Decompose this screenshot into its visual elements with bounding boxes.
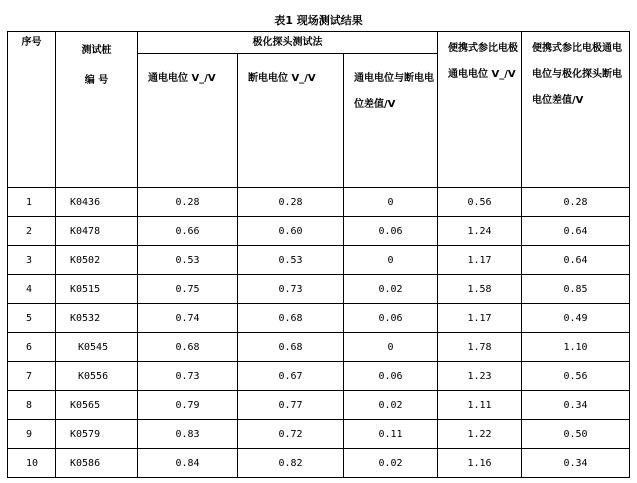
results-table	[7, 31, 630, 478]
cell-on: 0.28	[138, 188, 238, 217]
table-row	[8, 391, 630, 420]
header-pile-line1: 测试桩	[81, 45, 112, 56]
cell-on: 0.84	[138, 449, 238, 478]
cell-portable: 1.17	[438, 246, 522, 275]
header-diff	[344, 54, 438, 188]
cell-off: 0.68	[238, 333, 344, 362]
cell-on: 0.73	[138, 362, 238, 391]
table-caption: 表1 现场测试结果	[274, 14, 363, 27]
cell-portable-diff: 0.64	[522, 246, 630, 275]
cell-diff: 0	[344, 333, 438, 362]
cell-portable: 1.11	[438, 391, 522, 420]
cell-on: 0.79	[138, 391, 238, 420]
cell-pile: K0436	[56, 188, 138, 217]
cell-portable: 1.78	[438, 333, 522, 362]
cell-off: 0.73	[238, 275, 344, 304]
cell-pile: K0545	[56, 333, 138, 362]
cell-diff: 0	[344, 188, 438, 217]
cell-on: 0.68	[138, 333, 238, 362]
cell-on: 0.74	[138, 304, 238, 333]
cell-portable: 1.22	[438, 420, 522, 449]
header-pile	[56, 32, 138, 188]
header-off-potential	[238, 54, 344, 188]
header-portable-diff-label: 便携式参比电极通电电位与极化探头断电电位差值/V	[532, 43, 623, 106]
cell-pile: K0579	[56, 420, 138, 449]
header-probe-method-label: 极化探头测试法	[252, 37, 323, 48]
header-seq-label: 序号	[21, 37, 42, 48]
header-off-potential-label: 断电电位 V_/V	[248, 73, 316, 84]
cell-pile: K0502	[56, 246, 138, 275]
cell-portable-diff: 0.34	[522, 391, 630, 420]
cell-portable-diff: 0.49	[522, 304, 630, 333]
cell-portable: 1.17	[438, 304, 522, 333]
cell-seq: 7	[8, 362, 56, 391]
cell-portable-diff: 1.10	[522, 333, 630, 362]
cell-portable: 1.16	[438, 449, 522, 478]
table-row	[8, 420, 630, 449]
cell-seq: 5	[8, 304, 56, 333]
table-row	[8, 275, 630, 304]
cell-seq: 10	[8, 449, 56, 478]
cell-off: 0.77	[238, 391, 344, 420]
cell-diff: 0.06	[344, 217, 438, 246]
header-seq	[8, 32, 56, 188]
cell-seq: 1	[8, 188, 56, 217]
header-portable-diff	[522, 32, 630, 188]
cell-portable-diff: 0.64	[522, 217, 630, 246]
cell-off: 0.82	[238, 449, 344, 478]
table-row	[8, 333, 630, 362]
cell-off: 0.68	[238, 304, 344, 333]
cell-pile: K0478	[56, 217, 138, 246]
cell-portable: 1.23	[438, 362, 522, 391]
cell-pile: K0556	[56, 362, 138, 391]
cell-seq: 8	[8, 391, 56, 420]
cell-diff: 0.11	[344, 420, 438, 449]
cell-diff: 0.02	[344, 275, 438, 304]
cell-off: 0.67	[238, 362, 344, 391]
header-portable-label: 便携式参比电极通电电位 V_/V	[448, 43, 519, 80]
cell-portable-diff: 0.85	[522, 275, 630, 304]
header-probe-method	[138, 32, 438, 54]
cell-on: 0.83	[138, 420, 238, 449]
cell-seq: 3	[8, 246, 56, 275]
cell-diff: 0.06	[344, 362, 438, 391]
table-row	[8, 449, 630, 478]
cell-off: 0.53	[238, 246, 344, 275]
cell-seq: 9	[8, 420, 56, 449]
cell-portable-diff: 0.34	[522, 449, 630, 478]
cell-portable: 0.56	[438, 188, 522, 217]
cell-seq: 4	[8, 275, 56, 304]
header-on-potential-label: 通电电位 V_/V	[148, 73, 216, 84]
cell-off: 0.28	[238, 188, 344, 217]
cell-off: 0.60	[238, 217, 344, 246]
table-row	[8, 362, 630, 391]
cell-on: 0.75	[138, 275, 238, 304]
cell-portable: 1.58	[438, 275, 522, 304]
cell-pile: K0532	[56, 304, 138, 333]
header-portable	[438, 32, 522, 188]
cell-pile: K0565	[56, 391, 138, 420]
cell-diff: 0.06	[344, 304, 438, 333]
header-pile-line2: 编 号	[84, 75, 109, 86]
cell-portable: 1.24	[438, 217, 522, 246]
cell-diff: 0	[344, 246, 438, 275]
cell-diff: 0.02	[344, 449, 438, 478]
table-row	[8, 188, 630, 217]
cell-on: 0.66	[138, 217, 238, 246]
cell-seq: 6	[8, 333, 56, 362]
header-diff-label: 通电电位与断电电位差值/V	[354, 73, 434, 110]
cell-on: 0.53	[138, 246, 238, 275]
cell-pile: K0515	[56, 275, 138, 304]
table-row	[8, 246, 630, 275]
cell-portable-diff: 0.56	[522, 362, 630, 391]
cell-portable-diff: 0.50	[522, 420, 630, 449]
table-row	[8, 217, 630, 246]
table-row	[8, 304, 630, 333]
cell-off: 0.72	[238, 420, 344, 449]
cell-diff: 0.02	[344, 391, 438, 420]
cell-seq: 2	[8, 217, 56, 246]
header-on-potential	[138, 54, 238, 188]
cell-pile: K0586	[56, 449, 138, 478]
cell-portable-diff: 0.28	[522, 188, 630, 217]
